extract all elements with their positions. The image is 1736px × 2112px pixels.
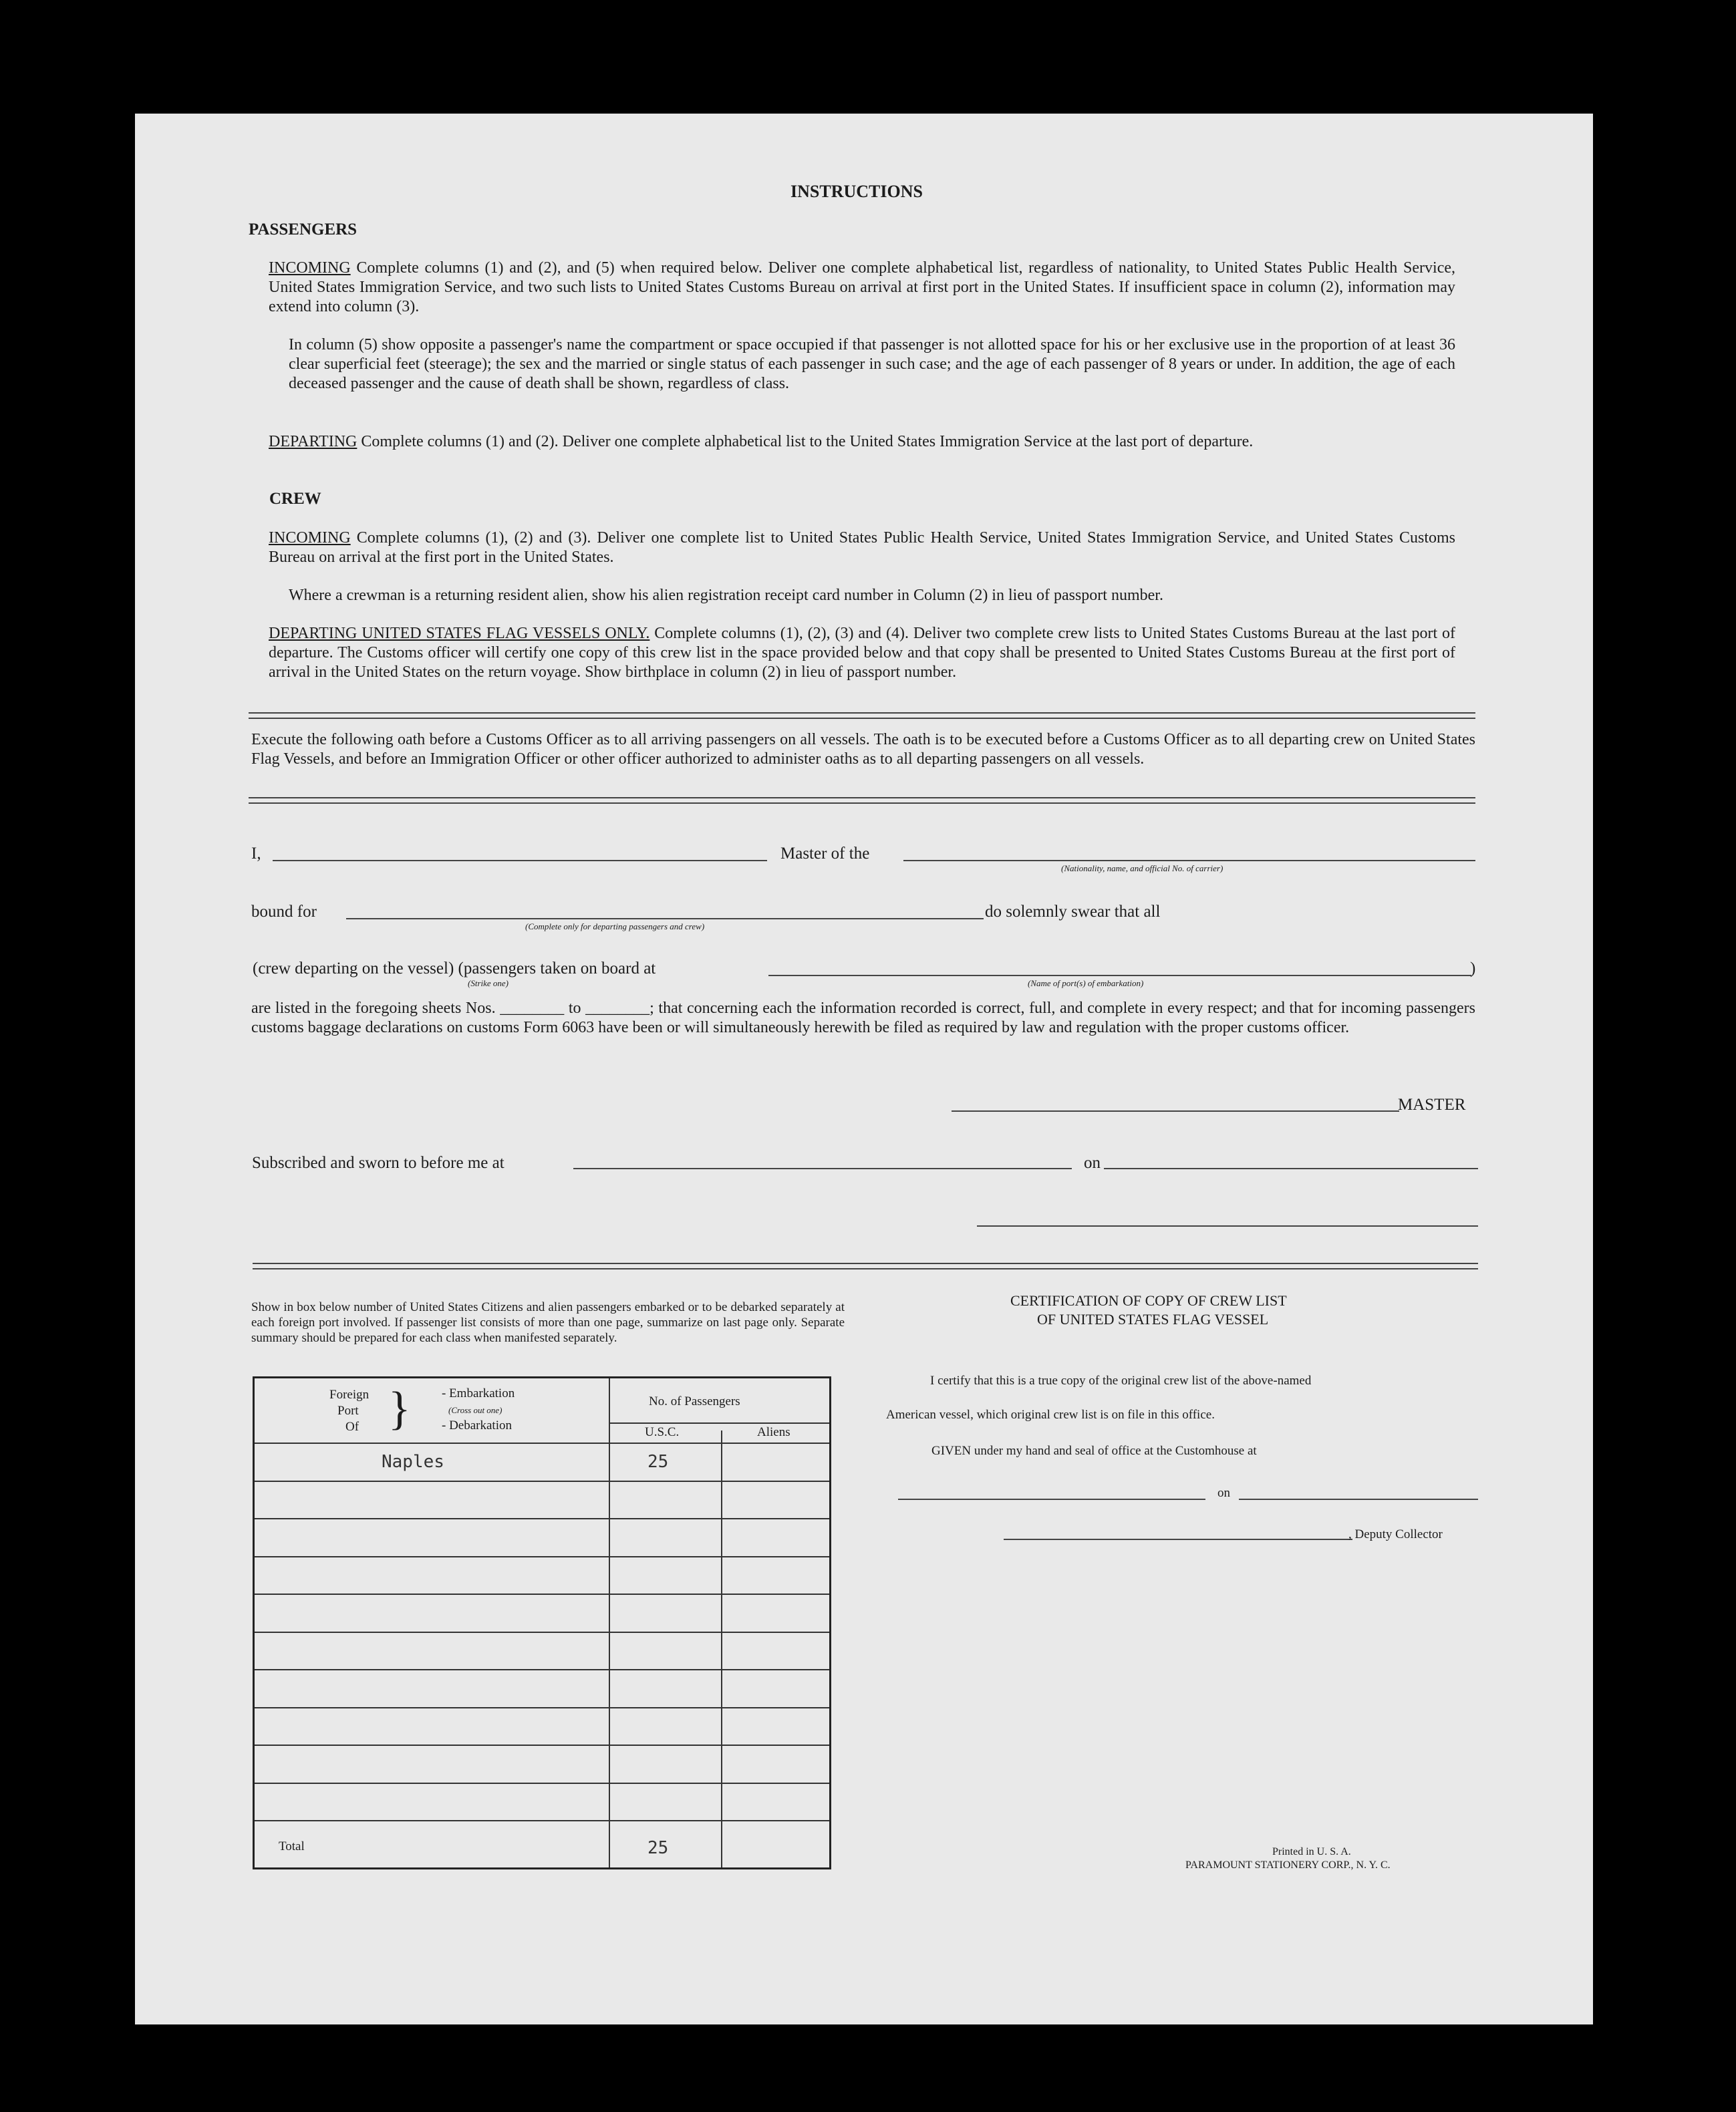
column5-paragraph: In column (5) show opposite a passenger's name the compartment or space occupied if that passenger is not allotted space for his or her exclusive use in the proportion of at least 36 clear superficial feet (steerage); the sex and the married or single status of each passenger in such case; and the age of each passenger of 8 years or under. In addition, the age of each deceased passenger and the cause of death shall be shown, regardless of class. bbox=[289, 336, 1455, 392]
passengers-departing-paragraph bbox=[269, 432, 1455, 452]
bound-for-label: bound for bbox=[251, 903, 317, 921]
usc-cell[interactable]: 25 bbox=[647, 1452, 669, 1472]
certification-date-field[interactable] bbox=[1239, 1499, 1478, 1500]
embarkation-label: - Embarkation bbox=[442, 1386, 515, 1400]
table-row bbox=[255, 1632, 829, 1671]
strike-one-caption: (Strike one) bbox=[468, 978, 509, 988]
brace-icon: } bbox=[388, 1383, 411, 1435]
crew-departing-text: (crew departing on the vessel) (passengers taken on board at bbox=[253, 959, 656, 977]
table-row bbox=[255, 1745, 829, 1784]
listed-paragraph: are listed in the foregoing sheets Nos. ________ to ________; that concerning each the information recorded is correct, full, and complete in every respect; and that for incoming passengers customs baggage declarations on customs Form 6063 have been or will simultaneously herewith be filed as required by law and regulation with the proper customs officer. bbox=[251, 1000, 1475, 1036]
master-label: MASTER bbox=[1398, 1096, 1466, 1114]
total-label: Total bbox=[279, 1839, 305, 1853]
crew-incoming-label: INCOMING bbox=[269, 529, 351, 547]
lower-divider bbox=[253, 1263, 1478, 1269]
deputy-signature-line[interactable] bbox=[1004, 1539, 1352, 1540]
certification-title-2: OF UNITED STATES FLAG VESSEL bbox=[1037, 1311, 1269, 1328]
carrier-field[interactable] bbox=[903, 860, 1475, 861]
sworn-date-field[interactable] bbox=[1104, 1168, 1478, 1169]
certification-title-1: CERTIFICATION OF COPY OF CREW LIST bbox=[1010, 1292, 1287, 1309]
officer-signature-line[interactable] bbox=[977, 1225, 1478, 1227]
sworn-place-field[interactable] bbox=[573, 1168, 1072, 1169]
passengers-incoming-paragraph bbox=[269, 259, 1455, 317]
passengers-header: No. of Passengers bbox=[649, 1394, 740, 1408]
total-usc-value: 25 bbox=[647, 1838, 669, 1858]
table-row bbox=[255, 1481, 829, 1520]
bound-for-caption: (Complete only for departing passengers and crew) bbox=[525, 921, 705, 931]
table-row bbox=[255, 1443, 829, 1481]
crew-departing-text: Complete columns (1), (2), (3) and (4). Deliver two complete crew lists to United States Customs Bureau at the last port of departure. The Customs officer will certify one copy of this crew list in the space provided below and that copy shall be presented to United States Customs Bureau at the first port of arrival in the United States on the return voyage. Show birthplace in column (2) in lieu of passport number. bbox=[269, 625, 1456, 681]
table-row bbox=[255, 1669, 829, 1708]
table-row bbox=[255, 1594, 829, 1633]
passengers-heading: PASSENGERS bbox=[249, 220, 357, 239]
port-label: Port bbox=[337, 1404, 359, 1418]
crew-heading: CREW bbox=[269, 490, 321, 508]
master-name-field[interactable] bbox=[273, 860, 767, 861]
table-row bbox=[255, 1556, 829, 1596]
crew-incoming-paragraph bbox=[269, 529, 1455, 567]
bound-for-field[interactable] bbox=[346, 918, 984, 919]
usc-header: U.S.C. bbox=[645, 1425, 680, 1439]
master-signature-line[interactable] bbox=[952, 1110, 1399, 1112]
aliens-header: Aliens bbox=[757, 1425, 790, 1439]
subscribed-label: Subscribed and sworn to before me at bbox=[252, 1154, 504, 1172]
passengers-incoming-label: INCOMING bbox=[269, 259, 351, 277]
certification-on-label: on bbox=[1217, 1486, 1230, 1500]
embarkation-ports-field[interactable] bbox=[768, 975, 1471, 976]
certify-text: I certify that this is a true copy of the original crew list of the above-named bbox=[930, 1374, 1312, 1388]
of-label: Of bbox=[345, 1420, 359, 1434]
passengers-departing-label: DEPARTING bbox=[269, 433, 357, 450]
section-divider bbox=[249, 712, 1475, 719]
given-text: GIVEN under my hand and seal of office at the Customhouse at bbox=[931, 1444, 1257, 1458]
table-row bbox=[255, 1707, 829, 1747]
customhouse-field[interactable] bbox=[898, 1499, 1205, 1500]
crew-resident-paragraph: Where a crewman is a returning resident alien, show his alien registration receipt card number in Column (2) in lieu of passport number. bbox=[289, 587, 1163, 604]
printer-name: PARAMOUNT STATIONERY CORP., N. Y. C. bbox=[1185, 1859, 1391, 1871]
oath-divider bbox=[249, 797, 1475, 804]
ports-caption: (Name of port(s) of embarkation) bbox=[1028, 978, 1144, 988]
printed-in-usa: Printed in U. S. A. bbox=[1272, 1846, 1351, 1857]
debarkation-label: - Debarkation bbox=[442, 1418, 512, 1432]
port-cell[interactable]: Naples bbox=[382, 1452, 444, 1472]
close-paren: ) bbox=[1470, 959, 1476, 977]
foreign-label: Foreign bbox=[329, 1388, 370, 1402]
swear-text: do solemnly swear that all bbox=[985, 903, 1161, 921]
sworn-on-label: on bbox=[1084, 1154, 1101, 1172]
passengers-departing-text: Complete columns (1) and (2). Deliver one complete alphabetical list to the United States Immigration Service at the last port of departure. bbox=[361, 433, 1254, 450]
table-row bbox=[255, 1783, 829, 1822]
table-row bbox=[255, 1518, 829, 1557]
carrier-caption: (Nationality, name, and official No. of carrier) bbox=[1061, 863, 1223, 873]
master-of-the-label: Master of the bbox=[780, 845, 870, 863]
american-vessel-text: American vessel, which original crew list is on file in this office. bbox=[886, 1408, 1215, 1422]
oath-intro: Execute the following oath before a Customs Officer as to all arriving passengers on all vessels. The oath is to be executed before a Customs Officer as to all departing crew on United States Flag Vessels, and before an Immigration Officer or other officer authorized to administer oaths as to all departing passengers on all vessels. bbox=[251, 731, 1475, 768]
crew-departing-paragraph bbox=[269, 624, 1455, 682]
instructions-title: INSTRUCTIONS bbox=[790, 182, 923, 201]
deputy-collector-label: , Deputy Collector bbox=[1348, 1527, 1443, 1541]
oath-i: I, bbox=[251, 845, 261, 863]
cross-out-label: (Cross out one) bbox=[448, 1405, 502, 1415]
passengers-incoming-text: Complete columns (1) and (2), and (5) when required below. Deliver one complete alphabetical list, regardless of nationality, to United States Public Health Service, United States Immigration Service, and two such lists to United States Customs Bureau on arrival at first port in the United States. If insufficient space in column (2), information may extend into column (3). bbox=[269, 259, 1456, 315]
crew-departing-label: DEPARTING UNITED STATES FLAG VESSELS ONLY. bbox=[269, 625, 650, 642]
crew-incoming-text: Complete columns (1), (2) and (3). Deliver one complete list to United States Public Health Service, United States Immigration Service, and United States Customs Bureau on arrival at the first port in the United States. bbox=[269, 529, 1455, 566]
summary-note: Show in box below number of United States Citizens and alien passengers embarked or to be debarked separately at each foreign port involved. If passenger list consists of more than one page, summarize on last page only. Separate summary should be prepared for each class when manifested separately. bbox=[251, 1300, 845, 1345]
passenger-summary-table bbox=[253, 1376, 831, 1869]
